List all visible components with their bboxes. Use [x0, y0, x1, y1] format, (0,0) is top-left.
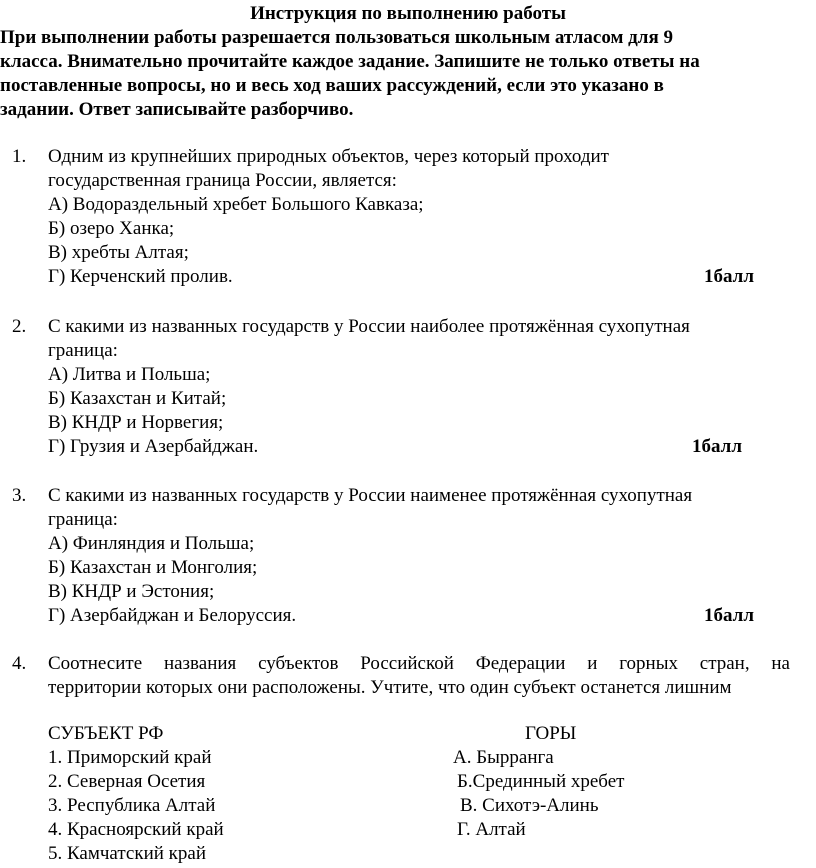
answer-option-g: Г) Керченский пролив.	[48, 266, 233, 287]
question-text-line: государственная граница России, является:	[48, 170, 397, 191]
answer-option-v: В) КНДР и Эстония;	[48, 581, 215, 602]
matching-table	[48, 722, 748, 866]
question-1	[12, 145, 790, 289]
question-text-line: территории которых они расположены. Учтите, что один субъект останется лишним	[48, 677, 732, 698]
subject-item: 4. Красноярский край	[48, 819, 224, 840]
matching-table-row	[48, 842, 748, 866]
instructions-line: При выполнении работы разрешается пользоваться школьным атласом для 9	[0, 27, 673, 48]
mountain-item: Б.Срединный хребет	[457, 771, 625, 792]
subjects-column-header: СУБЪЕКТ РФ	[48, 723, 164, 744]
answer-option-a: А) Водораздельный хребет Большого Кавказа;	[48, 194, 424, 215]
question-2	[12, 315, 790, 459]
question-4	[12, 652, 790, 700]
instructions-line: поставленные вопросы, но и весь ход ваших рассуждений, если это указано в	[0, 75, 664, 96]
page-title: Инструкция по выполнению работы	[250, 3, 566, 24]
answer-option-b: Б) Казахстан и Монголия;	[48, 557, 258, 578]
question-text-line: Одним из крупнейших природных объектов, через который проходит	[48, 146, 609, 167]
matching-table-row	[48, 770, 748, 794]
instructions-paragraph	[0, 26, 790, 122]
question-3	[12, 484, 790, 628]
question-number: 2.	[12, 316, 27, 337]
instructions-line: задании. Ответ записывайте разборчиво.	[0, 99, 354, 120]
subject-item: 3. Республика Алтай	[48, 795, 216, 816]
matching-table-row	[48, 818, 748, 842]
score-label: 1балл	[692, 436, 742, 457]
score-label: 1балл	[704, 266, 754, 287]
matching-table-header	[48, 722, 748, 746]
answer-option-a: А) Финляндия и Польша;	[48, 533, 255, 554]
question-text-line: С какими из названных государств у России наиболее протяжённая сухопутная	[48, 316, 690, 337]
subject-item: 2. Северная Осетия	[48, 771, 206, 792]
answer-option-b: Б) озеро Ханка;	[48, 218, 175, 239]
question-text-line: граница:	[48, 509, 118, 530]
matching-table-row	[48, 794, 748, 818]
instructions-line: класса. Внимательно прочитайте каждое задание. Запишите не только ответы на	[0, 51, 700, 72]
answer-option-v: В) КНДР и Норвегия;	[48, 412, 224, 433]
question-number: 4.	[12, 653, 27, 674]
answer-option-v: В) хребты Алтая;	[48, 242, 189, 263]
mountain-item: А. Бырранга	[453, 747, 554, 768]
score-label: 1балл	[704, 605, 754, 626]
subject-item: 5. Камчатский край	[48, 843, 206, 864]
question-text-line: Соотнесите названия субъектов Российской Федерации и горных стран, на	[48, 653, 790, 674]
matching-table-row	[48, 746, 748, 770]
answer-option-b: Б) Казахстан и Китай;	[48, 388, 227, 409]
answer-option-g: Г) Грузия и Азербайджан.	[48, 436, 259, 457]
mountain-item: Г. Алтай	[457, 819, 526, 840]
answer-option-a: А) Литва и Польша;	[48, 364, 211, 385]
question-number: 3.	[12, 485, 27, 506]
mountain-item: В. Сихотэ-Алинь	[460, 795, 599, 816]
answer-option-g: Г) Азербайджан и Белоруссия.	[48, 605, 297, 626]
mountains-column-header: ГОРЫ	[525, 723, 577, 744]
question-text-line: С какими из названных государств у России наименее протяжённая сухопутная	[48, 485, 693, 506]
subject-item: 1. Приморский край	[48, 747, 212, 768]
question-number: 1.	[12, 146, 27, 167]
question-text-line: граница:	[48, 340, 118, 361]
